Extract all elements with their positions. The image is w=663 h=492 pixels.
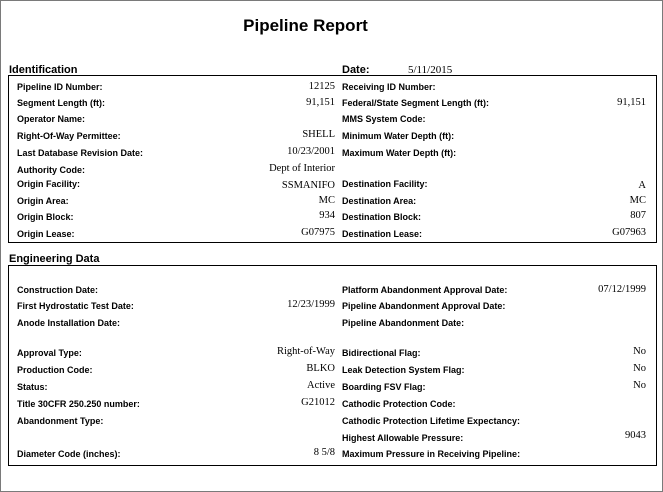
origin-block-value: 934 — [319, 210, 335, 221]
diameter-code-value: 8 5/8 — [313, 447, 335, 458]
page-title: Pipeline Report — [243, 16, 368, 35]
title-30cfr-value: G21012 — [301, 397, 335, 408]
highest-allowable-pressure-value: 9043 — [625, 430, 646, 441]
pipeline-id-label: Pipeline ID Number: — [17, 82, 103, 92]
last-revision-value: 10/23/2001 — [287, 146, 335, 157]
destination-block-value: 807 — [630, 210, 646, 221]
boarding-fsv-flag-value: No — [633, 380, 646, 391]
platform-abandonment-approval-label: Platform Abandonment Approval Date: — [342, 285, 508, 295]
hydrostatic-test-label: First Hydrostatic Test Date: — [17, 301, 134, 311]
authority-code-label: Authority Code: — [17, 165, 85, 175]
hydrostatic-test-value: 12/23/1999 — [287, 299, 335, 310]
origin-block-label: Origin Block: — [17, 212, 74, 222]
fed-state-length-label: Federal/State Segment Length (ft): — [342, 98, 490, 108]
approval-type-value: Right-of-Way — [276, 346, 335, 357]
pipeline-abandonment-approval-label: Pipeline Abandonment Approval Date: — [342, 301, 506, 311]
origin-lease-label: Origin Lease: — [17, 229, 75, 239]
origin-facility-label: Origin Facility: — [17, 179, 81, 189]
destination-area-label: Destination Area: — [342, 196, 417, 206]
highest-allowable-pressure-label: Highest Allowable Pressure: — [342, 433, 464, 443]
platform-abandonment-approval-value: 07/12/1999 — [598, 284, 646, 295]
diameter-code-label: Diameter Code (inches): — [17, 449, 121, 459]
pipeline-id-value: 12125 — [308, 81, 335, 92]
engineering-heading: Engineering Data — [9, 253, 100, 265]
mms-system-code-label: MMS System Code: — [342, 114, 426, 124]
date-label: Date: — [342, 64, 370, 76]
bidirectional-flag-label: Bidirectional Flag: — [342, 348, 421, 358]
title-30cfr-label: Title 30CFR 250.250 number: — [17, 399, 140, 409]
row-permittee-value: SHELL — [302, 129, 335, 140]
row-permittee-label: Right-Of-Way Permittee: — [17, 131, 121, 141]
segment-length-label: Segment Length (ft): — [17, 98, 105, 108]
approval-type-label: Approval Type: — [17, 348, 82, 358]
max-water-depth-label: Maximum Water Depth (ft): — [342, 148, 457, 158]
boarding-fsv-flag-label: Boarding FSV Flag: — [342, 382, 426, 392]
cathodic-protection-code-label: Cathodic Protection Code: — [342, 399, 456, 409]
leak-detection-flag-value: No — [633, 363, 646, 374]
min-water-depth-label: Minimum Water Depth (ft): — [342, 131, 455, 141]
date-value: 5/11/2015 — [408, 64, 453, 76]
anode-installation-label: Anode Installation Date: — [17, 318, 121, 328]
destination-lease-label: Destination Lease: — [342, 229, 423, 239]
last-revision-label: Last Database Revision Date: — [17, 148, 144, 158]
status-label: Status: — [17, 382, 48, 392]
production-code-label: Production Code: — [17, 365, 93, 375]
segment-length-value: 91,151 — [306, 97, 335, 108]
authority-code-value: Dept of Interior — [269, 163, 335, 174]
max-pressure-receiving-label: Maximum Pressure in Receiving Pipeline: — [342, 449, 521, 459]
bidirectional-flag-value: No — [633, 346, 646, 357]
destination-area-value: MC — [629, 195, 646, 206]
origin-area-value: MC — [318, 195, 335, 206]
destination-facility-value: A — [638, 180, 646, 191]
destination-facility-label: Destination Facility: — [342, 179, 428, 189]
receiving-id-label: Receiving ID Number: — [342, 82, 436, 92]
status-value: Active — [307, 380, 335, 391]
fed-state-length-value: 91,151 — [617, 97, 646, 108]
construction-date-label: Construction Date: — [17, 285, 98, 295]
origin-lease-value: G07975 — [301, 227, 335, 238]
cathodic-lifetime-label: Cathodic Protection Lifetime Expectancy: — [342, 416, 521, 426]
origin-area-label: Origin Area: — [17, 196, 69, 206]
destination-lease-value: G07963 — [612, 227, 646, 238]
origin-facility-value: SSMANIFO — [281, 180, 335, 191]
abandonment-type-label: Abandonment Type: — [17, 416, 104, 426]
identification-heading: Identification — [9, 64, 78, 76]
production-code-value: BLKO — [306, 363, 335, 374]
pipeline-abandonment-date-label: Pipeline Abandonment Date: — [342, 318, 465, 328]
destination-block-label: Destination Block: — [342, 212, 422, 222]
leak-detection-flag-label: Leak Detection System Flag: — [342, 365, 465, 375]
operator-name-label: Operator Name: — [17, 114, 86, 124]
